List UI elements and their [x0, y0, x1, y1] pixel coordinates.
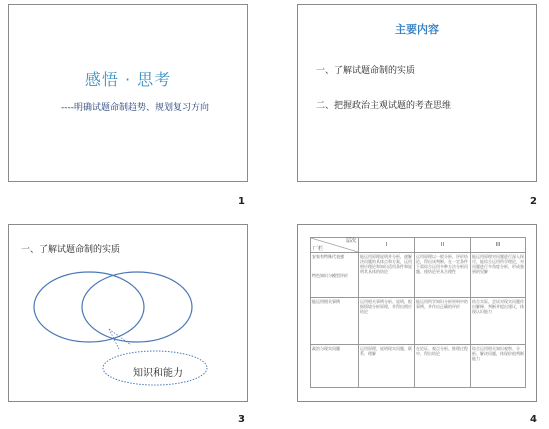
table-header: II — [415, 238, 471, 253]
table-header-row — [311, 238, 526, 253]
table-row — [311, 298, 526, 345]
slide-3-title: 一、了解试题命制的实质 — [21, 245, 121, 255]
evaluation-table — [310, 237, 526, 388]
callout-label: 知识和能力 — [133, 368, 183, 379]
corner-bottom-label: 厂栏 — [313, 246, 324, 252]
row-head — [311, 253, 359, 298]
table-cell: 运用原理以一般分析、评价结论，得出该判断，在一定条件下需综合运用多种方法分析问题、使结论更具合理性 — [415, 253, 471, 298]
slide-1-subtitle: ----明确试题命制趋势、规划复习方向 — [61, 103, 209, 113]
slide-2-title: 主要内容 — [395, 23, 439, 36]
slide-2[interactable] — [297, 4, 537, 182]
table-cell: 运用相关事例分析、说明，根据情境分析原理，并得出相应结论 — [359, 298, 415, 345]
venn-diagram — [9, 225, 249, 403]
slide-2-item: 二、把握政治主观试题的考查思维 — [316, 101, 452, 111]
slide-1-number: 1 — [238, 196, 245, 207]
corner-top-label: 层次 — [345, 238, 356, 244]
table-cell: 结合实际，尝试对现实问题作出解释、判断并提出建议，体现认识能力 — [471, 298, 526, 345]
table-cell: 综合运用相关知识观察、分析、解决问题，体现价值判断能力 — [471, 345, 526, 388]
row-head-line: 安家有特殊代表感 — [312, 254, 344, 259]
slide-2-item: 一、了解试题命制的实质 — [316, 66, 416, 76]
venn-circle-right — [82, 272, 192, 342]
table-header: III — [471, 238, 526, 253]
slide-4-number: 4 — [530, 414, 537, 425]
table-cell: 能运用原理对问题进行深入探讨，能综合运用所学理论，对问题进行多角度分析，形成独到的见解 — [471, 253, 526, 298]
table-cell: 能运用原理说明并分析，速解决问题的具体点和方案，运用相应理论和知识适用条件和说明其具体的结论 — [359, 253, 415, 298]
table-cell: 运用原理，说明现实问题，联系，理解 — [359, 345, 415, 388]
row-head: 政治与现实问题 — [311, 345, 359, 388]
slide-1[interactable] — [8, 4, 248, 182]
slide-2-number: 2 — [530, 196, 537, 207]
venn-circle-left — [34, 272, 144, 342]
table-row — [311, 253, 526, 298]
row-head: 能运用相关事例 — [311, 298, 359, 345]
row-head-line: 特色知识与模型评价 — [312, 273, 348, 278]
slide-3-number: 3 — [238, 414, 245, 425]
slide-1-title: 感悟 · 思考 — [84, 70, 172, 89]
table-cell: 在论证、观点分析、推理过程中，得出结论 — [415, 345, 471, 388]
table-corner-cell — [311, 238, 359, 253]
table-cell: 能运用所学知识分析材料中的事例，并作出正确的评价 — [415, 298, 471, 345]
slide-3[interactable] — [8, 224, 248, 402]
table-row — [311, 345, 526, 388]
table-header: I — [359, 238, 415, 253]
slide-4[interactable] — [297, 224, 537, 402]
